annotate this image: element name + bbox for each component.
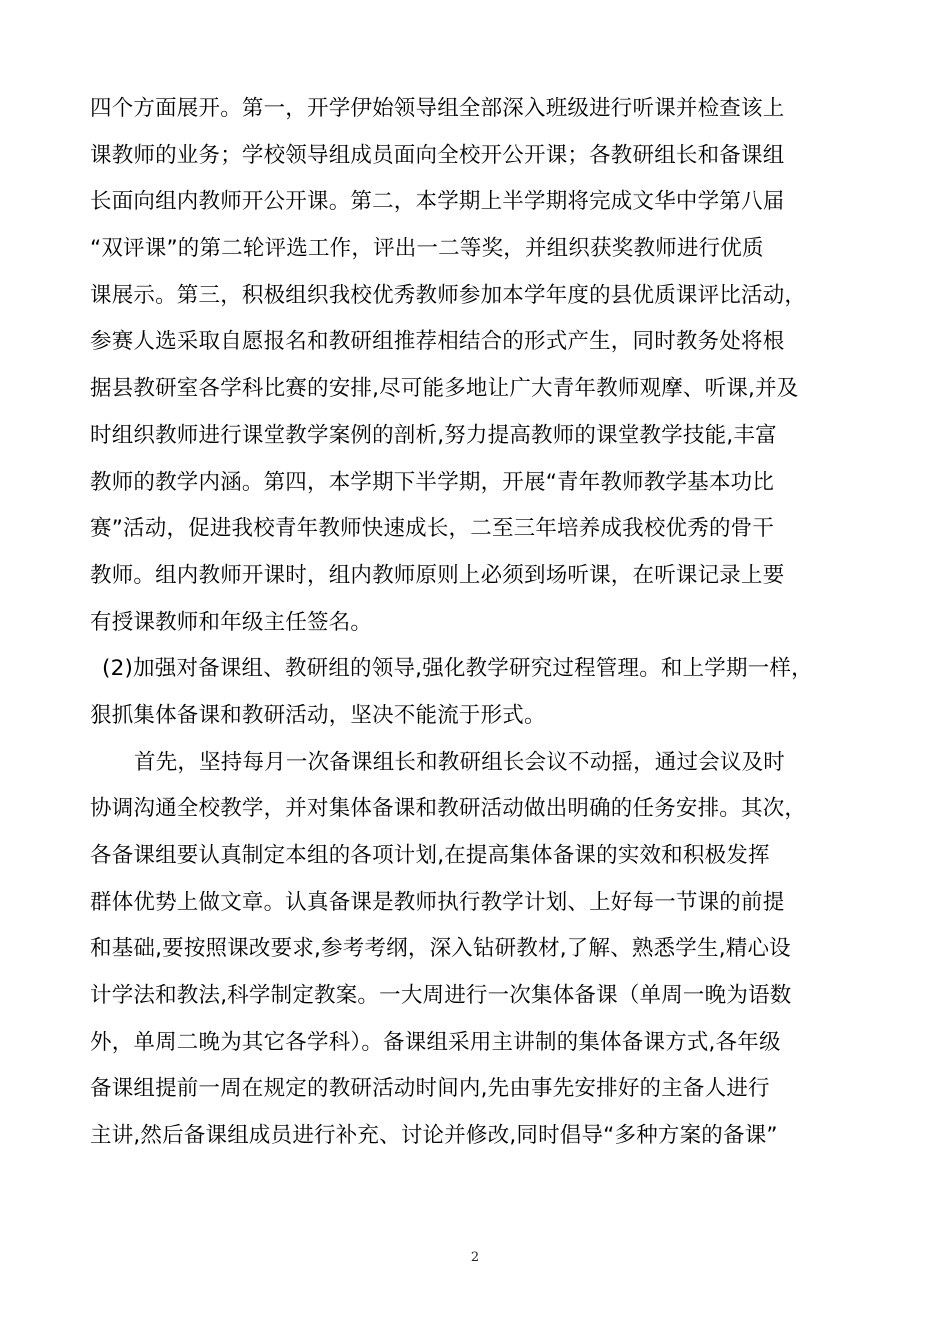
text-line: 外，单周二晚为其它各学科）。备课组采用主讲制的集体备课方式,各年级 — [90, 1029, 781, 1055]
text-line: (2)加强对备课组、教研组的领导,强化教学研究过程管理。和上学期一样， — [102, 656, 813, 682]
text-line: 主讲,然后备课组成员进行补充、讨论并修改,同时倡导“多种方案的备课” — [90, 1123, 778, 1149]
text-line: 协调沟通全校教学，并对集体备课和教研活动做出明确的任务安排。其次， — [90, 796, 807, 822]
text-line: 课展示。第三，积极组织我校优秀教师参加本学年度的县优质课评比活动， — [90, 282, 807, 308]
text-line: “双评课”的第二轮评选工作，评出一二等奖，并组织获奖教师进行优质 — [90, 236, 764, 262]
text-line: 教师的教学内涵。第四，本学期下半学期，开展“青年教师教学基本功比 — [90, 469, 775, 495]
text-line: 狠抓集体备课和教研活动，坚决不能流于形式。 — [90, 702, 546, 728]
text-line: 课教师的业务；学校领导组成员面向全校开公开课；各教研组长和备课组 — [90, 142, 785, 168]
text-line: 计学法和教法,科学制定教案。一大周进行一次集体备课（单周一晚为语数 — [90, 983, 792, 1009]
text-line: 四个方面展开。第一，开学伊始领导组全部深入班级进行听课并检查该上 — [90, 96, 785, 121]
text-line: 参赛人选采取自愿报名和教研组推荐相结合的形式产生，同时教务处将根 — [90, 329, 785, 355]
text-line: 备课组提前一周在规定的教研活动时间内,先由事先安排好的主备人进行 — [90, 1076, 770, 1102]
text-line: 首先，坚持每月一次备课组长和教研组长会议不动摇，通过会议及时 — [134, 749, 786, 775]
text-line: 时组织教师进行课堂教学案例的剖析,努力提高教师的课堂教学技能,丰富 — [90, 422, 777, 448]
body-text — [90, 86, 870, 1160]
page-number: 2 — [470, 1250, 480, 1265]
text-line: 有授课教师和年级主任签名。 — [90, 609, 373, 635]
text-line: 教师。组内教师开课时，组内教师原则上必须到场听课，在听课记录上要 — [90, 562, 785, 588]
text-line: 群体优势上做文章。认真备课是教师执行教学计划、上好每一节课的前提 — [90, 889, 785, 915]
text-line: 赛”活动，促进我校青年教师快速成长，二至三年培养成我校优秀的骨干 — [90, 516, 775, 542]
text-line: 和基础,要按照课改要求,参考考纲，深入钻研教材,了解、熟悉学生,精心设 — [90, 936, 791, 962]
text-line: 长面向组内教师开公开课。第二，本学期上半学期将完成文华中学第八届 — [90, 189, 785, 215]
text-line: 据县教研室各学科比赛的安排,尽可能多地让广大青年教师观摩、听课,并及 — [90, 376, 799, 402]
text-line: 各备课组要认真制定本组的各项计划,在提高集体备课的实效和积极发挥 — [90, 843, 770, 868]
